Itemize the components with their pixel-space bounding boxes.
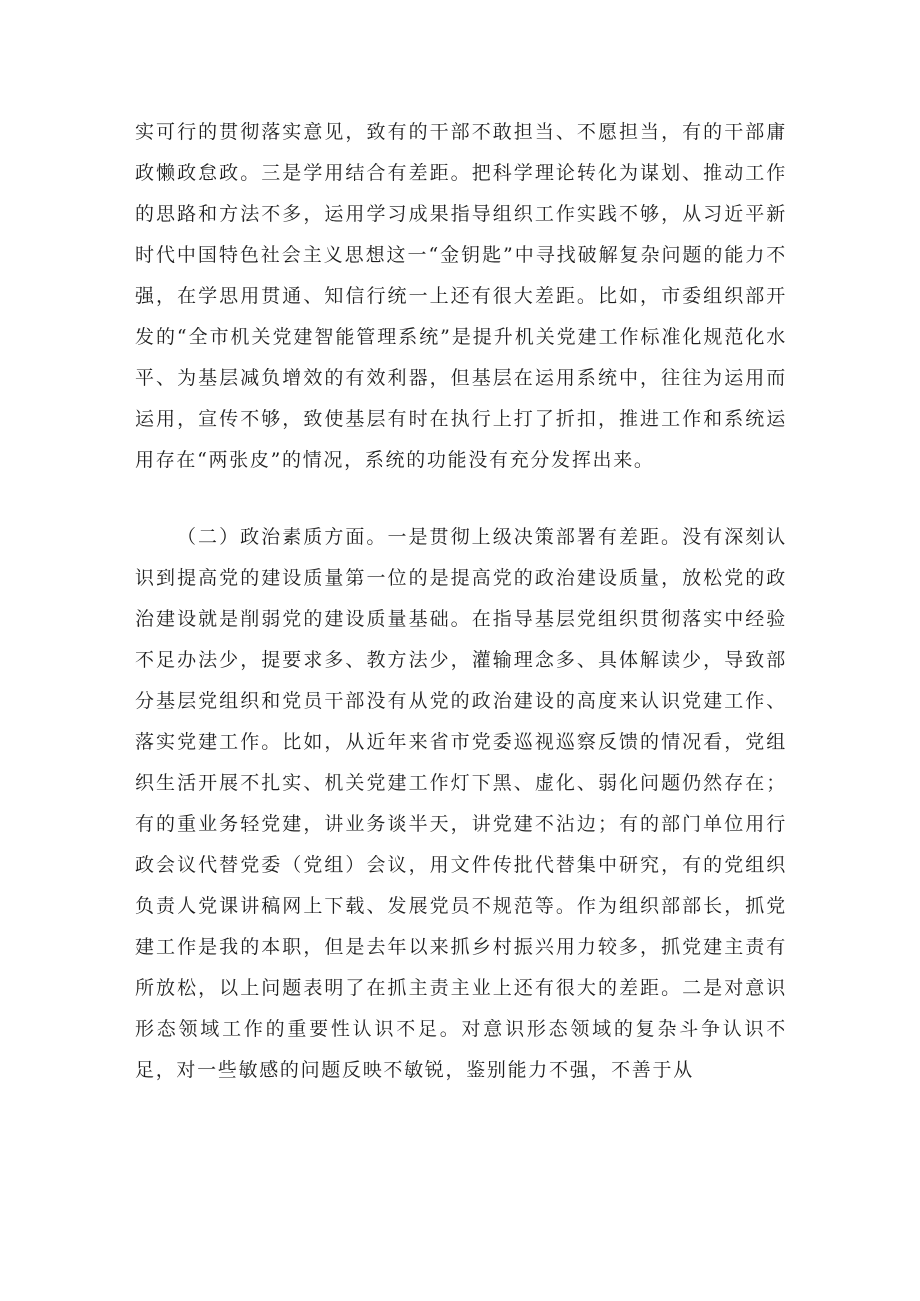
document-body (135, 112, 787, 1091)
paragraph-continued: 实可行的贯彻落实意见，致有的干部不敢担当、不愿担当，有的干部庸政懒政怠政。三是学用结合有差距。把科学理论转化为谋划、推动工作的思路和方法不多，运用学习成果指导组织工作实践不够，从习近平新时代中国特色社会主义思想这一“金钥匙”中寻找破解复杂问题的能力不强，在学思用贯通、知信行统一上还有很大差距。比如，市委组织部开发的“全市机关党建智能管理系统”是提升机关党建工作标准化规范化水平、为基层减负增效的有效利器，但基层在运用系统中，往往为运用而运用，宣传不够，致使基层有时在执行上打了折扣，推进工作和系统运用存在“两张皮”的情况，系统的功能没有充分发挥出来。 (135, 121, 787, 471)
paragraph-political-quality: （二）政治素质方面。一是贯彻上级决策部署有差距。没有深刻认识到提高党的建设质量第一位的是提高党的政治建设质量，放松党的政治建设就是削弱党的建设质量基础。在指导基层党组织贯彻落实中经验不足办法少，提要求多、教方法少，灌输理念多、具体解读少，导致部分基层党组织和党员干部没有从党的政治建设的高度来认识党建工作、落实党建工作。比如，从近年来省市党委巡视巡察反馈的情况看，党组织生活开展不扎实、机关党建工作灯下黑、虚化、弱化问题仍然存在；有的重业务轻党建，讲业务谈半天，讲党建不沾边；有的部门单位用行政会议代替党委（党组）会议，用文件传批代替集中研究，有的党组织负责人党课讲稿网上下载、发展党员不规范等。作为组织部部长，抓党建工作是我的本职，但是去年以来抓乡村振兴用力较多，抓党建主责有所放松，以上问题表明了在抓主责主业上还有很大的差距。二是对意识形态领域工作的重要性认识不足。对意识形态领域的复杂斗争认识不足，对一些敏感的问题反映不敏锐，鉴别能力不强，不善于从 (135, 526, 787, 1081)
